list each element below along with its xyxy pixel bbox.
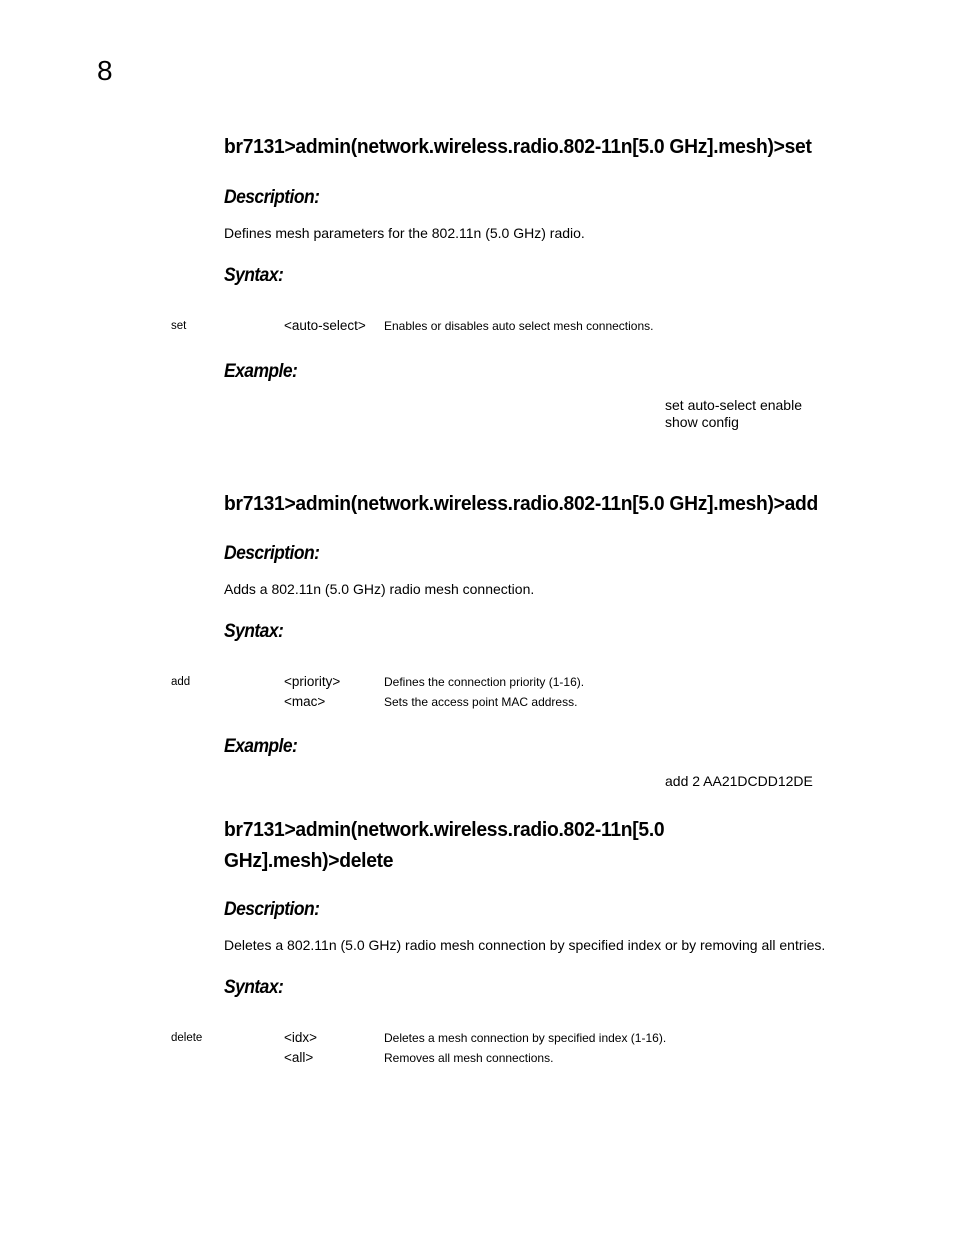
command-title-add: br7131>admin(network.wireless.radio.802-11n[5.0 GHz].mesh)>add	[224, 492, 819, 515]
syntax-command: add	[171, 676, 191, 688]
example-line: set auto-select enable	[665, 397, 802, 413]
syntax-heading: Syntax:	[224, 621, 284, 642]
syntax-param: <auto-select>	[284, 318, 366, 333]
syntax-param: <all>	[284, 1050, 314, 1065]
syntax-param-desc: Sets the access point MAC address.	[384, 695, 578, 709]
description-text: Deletes a 802.11n (5.0 GHz) radio mesh connection by specified index or by removing all entries.	[224, 937, 826, 953]
syntax-heading: Syntax:	[224, 977, 284, 998]
syntax-command: set	[171, 320, 187, 332]
syntax-param-desc: Deletes a mesh connection by specified index (1-16).	[384, 1031, 667, 1045]
description-heading: Description:	[224, 187, 320, 208]
command-title-delete: GHz].mesh)>delete	[224, 849, 394, 872]
syntax-param-desc: Enables or disables auto select mesh connections.	[384, 319, 654, 333]
example-heading: Example:	[224, 736, 298, 757]
syntax-param: <mac>	[284, 694, 326, 709]
syntax-param-desc: Defines the connection priority (1-16).	[384, 675, 585, 689]
example-heading: Example:	[224, 361, 298, 382]
syntax-param: <idx>	[284, 1030, 318, 1045]
syntax-heading: Syntax:	[224, 265, 284, 286]
description-heading: Description:	[224, 899, 320, 920]
syntax-param: <priority>	[284, 674, 341, 689]
chapter-number: 8	[97, 55, 113, 86]
description-text: Defines mesh parameters for the 802.11n (5.0 GHz) radio.	[224, 225, 585, 241]
syntax-command: delete	[171, 1032, 203, 1044]
description-text: Adds a 802.11n (5.0 GHz) radio mesh connection.	[224, 581, 535, 597]
description-heading: Description:	[224, 543, 320, 564]
syntax-param-desc: Removes all mesh connections.	[384, 1051, 554, 1065]
example-line: add 2 AA21DCDD12DE	[665, 773, 813, 789]
command-title-set: br7131>admin(network.wireless.radio.802-11n[5.0 GHz].mesh)>set	[224, 135, 812, 158]
command-title-delete: br7131>admin(network.wireless.radio.802-11n[5.0	[224, 818, 665, 841]
example-line: show config	[665, 414, 739, 430]
